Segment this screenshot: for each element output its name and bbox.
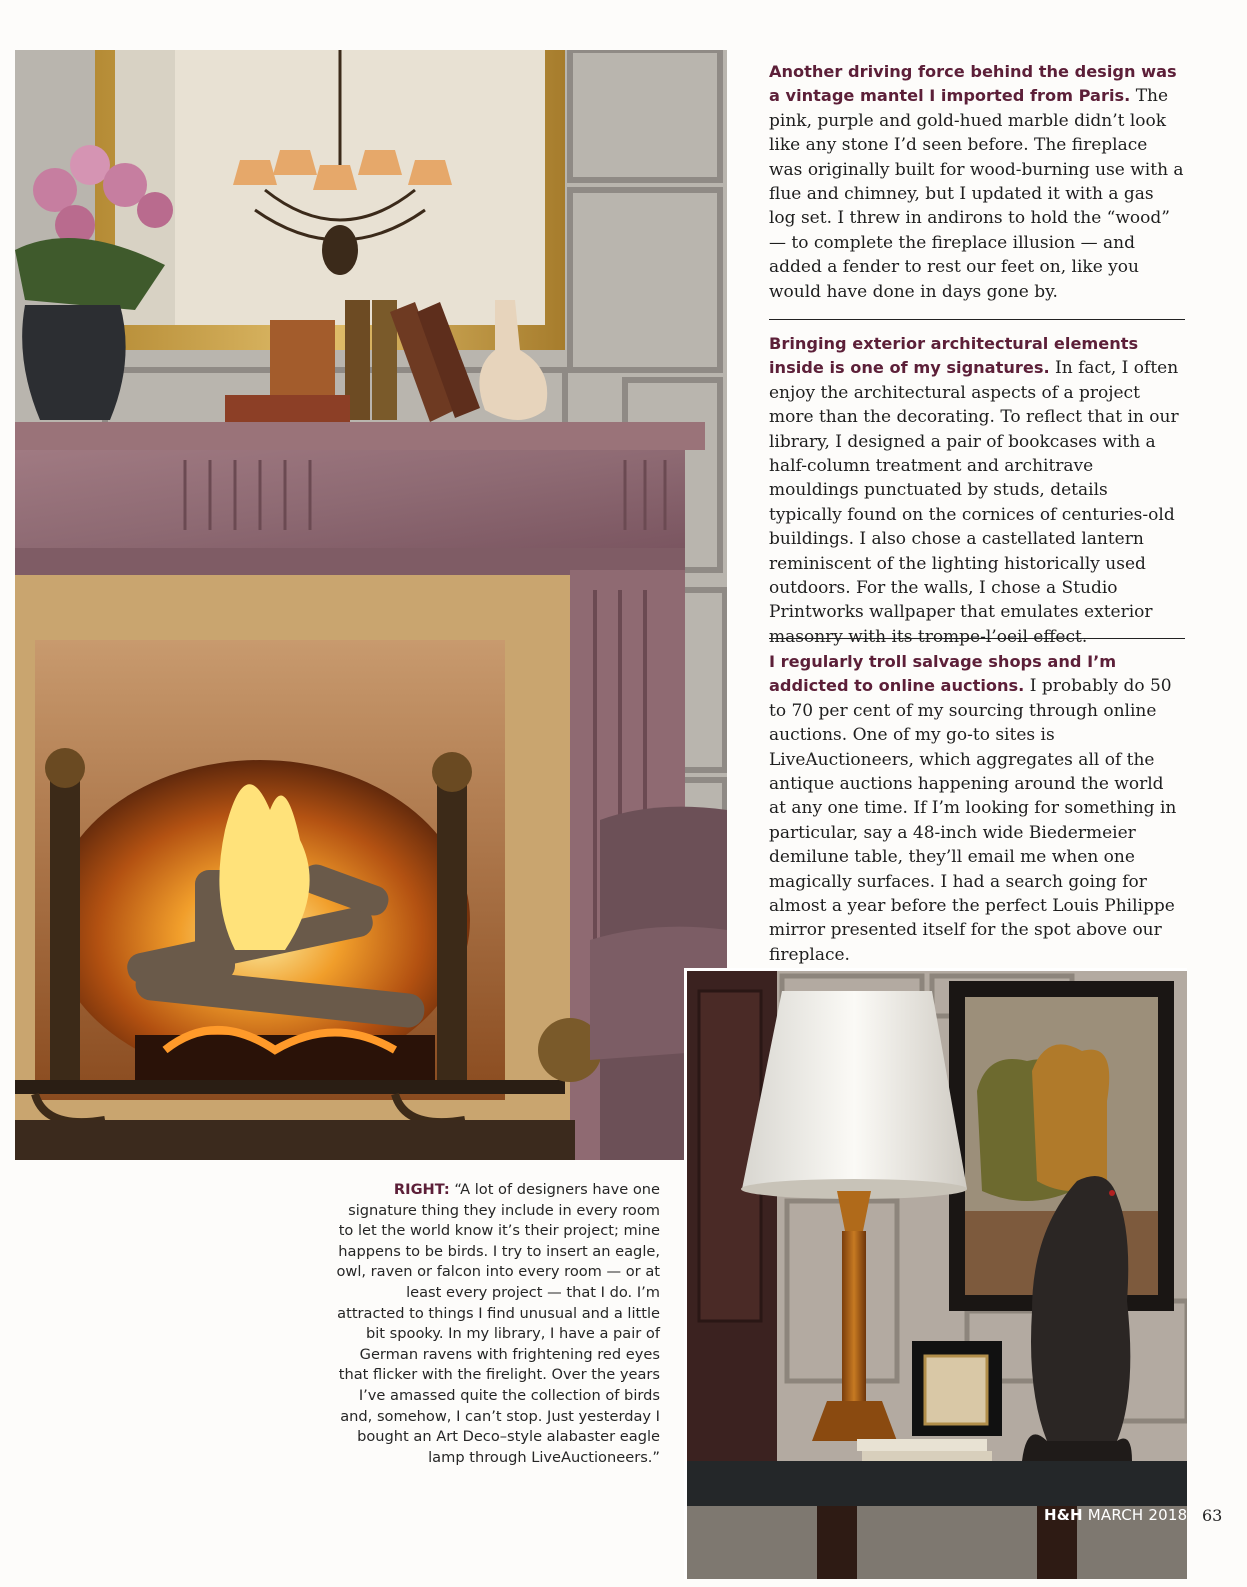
section-architecture bbox=[769, 332, 1184, 649]
section-body: In fact, I often enjoy the architectural aspects of a project more than the decorating. To reflect that in our library, I designed a pair of bookcases with a half-column treatment and architrave mouldings punctuated by studs, details typically found on the cornices of centuries-old buildings. I also chose a castellated lantern reminiscent of the lighting historically used outdoors. For the walls, I chose a Studio Printworks wallpaper that emulates exterior masonry with its trompe-l’oeil effect. bbox=[769, 358, 1179, 647]
section-auctions bbox=[769, 650, 1184, 967]
issue-date: MARCH 2018 bbox=[1082, 1506, 1188, 1524]
section-body: The pink, purple and gold-hued marble didn’t look like any stone I’d seen before. The fireplace was originally built for wood-burning use with a flue and chimney, but I updated it with a gas log set. I threw in andirons to hold the “wood” — to complete the fireplace illusion — and added a fender to rest our feet on, like you would have done in days gone by. bbox=[769, 86, 1184, 302]
section-mantel bbox=[769, 60, 1184, 304]
section-divider bbox=[769, 319, 1185, 320]
caption-text: “A lot of designers have one signature thing they include in every room to let the world know it’s their project; mine happens to be birds. I try to insert an eagle, owl, raven or falcon into every room — or at least every project — that I do. I’m attracted to things I find unusual and a little bit spooky. In my library, I have a pair of German ravens with frightening red eyes that flicker with the firelight. Over the years I’ve amassed quite the collection of birds and, somehow, I can’t stop. Just yesterday I bought an Art Deco–style alabaster eagle lamp through LiveAuctioneers.” bbox=[336, 1181, 660, 1466]
magazine-brand: H&H bbox=[1044, 1506, 1083, 1524]
section-lead: Bringing exterior architectural elements inside is one of my signatures. bbox=[769, 334, 1139, 378]
page-number: 63 bbox=[1202, 1506, 1223, 1525]
lamp-eagle-photo bbox=[684, 968, 1187, 1579]
photo-caption bbox=[335, 1180, 660, 1468]
section-lead: I regularly troll salvage shops and I’m addicted to online auctions. bbox=[769, 652, 1117, 696]
section-divider bbox=[769, 638, 1185, 639]
section-body: I probably do 50 to 70 per cent of my sourcing through online auctions. One of my go-to sites is LiveAuctioneers, which aggregates all of the antique auctions happening around the world at any one time. If I’m looking for something in particular, say a 48-inch wide Biedermeier demilune table, they’ll email me when one magically surfaces. I had a search going for almost a year before the perfect Louis Philippe mirror presented itself for the spot above our fireplace. bbox=[769, 676, 1177, 965]
section-lead: Another driving force behind the design was a vintage mantel I imported from Paris. bbox=[769, 62, 1177, 106]
caption-label: RIGHT: bbox=[393, 1181, 450, 1198]
folio bbox=[1044, 1506, 1187, 1524]
fireplace-photo bbox=[15, 50, 727, 1160]
